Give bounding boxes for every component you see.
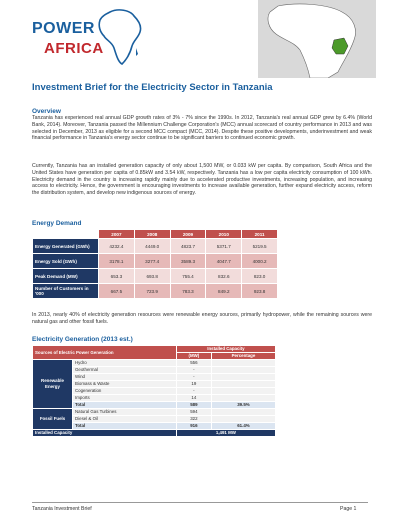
row-label: Number of Customers in '000 xyxy=(33,284,99,299)
row-label: Peak Demand (MW) xyxy=(33,269,99,284)
africa-map-icon xyxy=(96,8,144,66)
total-mw: 589 xyxy=(176,402,211,409)
source-mw: 322 xyxy=(176,416,211,423)
table-row xyxy=(33,269,278,284)
table-cell: 4000.2 xyxy=(242,254,278,269)
table-cell: 755.4 xyxy=(170,269,206,284)
renewable-note-paragraph: In 2013, nearly 40% of electricity generation resources were renewable energy sources, primarily hydropower, while the remaining sources were natural gas and other fossil fuels. xyxy=(32,312,372,325)
demand-year-2008: 2008 xyxy=(134,230,170,239)
table-cell: 783.3 xyxy=(170,284,206,299)
gen-mw-header: (MW) xyxy=(176,353,211,360)
logo-africa-text: AFRICA xyxy=(44,40,104,57)
total-pct: 39.5% xyxy=(211,402,275,409)
africa-locator-icon xyxy=(258,0,376,78)
fossil-category: Fossil Fuels xyxy=(33,409,73,430)
source-name: Natural Gas Turbines xyxy=(73,409,177,416)
table-cell: 5219.5 xyxy=(242,239,278,254)
source-mw: 14 xyxy=(176,395,211,402)
gen-installed-header: Installed Capacity xyxy=(176,346,275,353)
source-name: Biomass & Waste xyxy=(73,381,177,388)
overview-paragraph-2: Currently, Tanzania has an installed generation capacity of only about 1,500 MW, or 0.033 kW per capita. By comparison, South Africa and the United States have generation per capita of 0.85kW and 3.54 kW, respectively. Tanzania has a low per capita electricity consumption of 100 kWh. Electricity demand in the country is increasing rapidly mainly due to accelerated productive investments, increasing population, and increasing access to electricity. Hence, the government is encouraging investments to increase available generation, further expand electricity access, reform the distribution system, and develop new indigenous sources of energy. xyxy=(32,163,372,197)
tanzania-location-map xyxy=(258,0,376,78)
table-row xyxy=(33,409,276,416)
demand-header-blank xyxy=(33,230,99,239)
table-cell: 849.2 xyxy=(206,284,242,299)
table-cell: 3589.3 xyxy=(170,254,206,269)
footer-document-title: Tanzania Investment Brief xyxy=(32,506,92,512)
source-mw: 594 xyxy=(176,409,211,416)
table-cell: 5371.7 xyxy=(206,239,242,254)
table-row xyxy=(33,239,278,254)
overview-paragraph-1: Tanzania has experienced real annual GDP growth rates of 3% - 7% since the 1990s. In 2012, Tanzania's real annual GDP grew by 6.4% (World Bank, 2014). Moreover, Tanzania passed the Millennium Challenge Corporation's (MCC) annual scorecard of country performance in 2013 and was selected in December, 2013 as eligible for a second MCC compact (MCC, 2014). Despite these positive developments, underinvestment and weak financial performance in Tanzania's energy sector continue to be significant barriers to continued economic growth. xyxy=(32,115,372,142)
source-name: Imports xyxy=(73,395,177,402)
source-mw: 556 xyxy=(176,360,211,367)
footer-page-number: Page 1 xyxy=(340,506,357,512)
source-mw: 19 xyxy=(176,381,211,388)
total-label: Total xyxy=(73,423,177,430)
table-cell: 823.0 xyxy=(242,269,278,284)
installed-capacity-value: 1,491 MW xyxy=(176,430,275,437)
demand-year-2011: 2011 xyxy=(242,230,278,239)
total-label: Total xyxy=(73,402,177,409)
demand-year-2009: 2009 xyxy=(170,230,206,239)
footer-divider xyxy=(32,502,368,503)
table-cell: 4047.7 xyxy=(206,254,242,269)
table-cell: 4823.7 xyxy=(170,239,206,254)
source-mw: - xyxy=(176,367,211,374)
installed-capacity-row xyxy=(33,430,276,437)
source-name: Wind xyxy=(73,374,177,381)
energy-demand-table xyxy=(32,229,278,299)
source-pct xyxy=(211,381,275,388)
renewable-category: Renewable Energy xyxy=(33,360,73,409)
table-cell: 667.5 xyxy=(99,284,135,299)
table-cell: 923.8 xyxy=(242,284,278,299)
gen-source-header: Sources of Electric Power Generation xyxy=(33,346,177,360)
gen-header-row-1 xyxy=(33,346,276,353)
source-mw: - xyxy=(176,388,211,395)
generation-table xyxy=(32,345,276,437)
source-pct xyxy=(211,395,275,402)
source-name: Cogeneration xyxy=(73,388,177,395)
installed-capacity-label: Installed Capacity xyxy=(33,430,177,437)
table-cell: 3178.1 xyxy=(99,254,135,269)
source-pct xyxy=(211,367,275,374)
overview-heading: Overview xyxy=(32,108,61,115)
gen-pct-header: Percentage xyxy=(211,353,275,360)
total-pct: 61.4% xyxy=(211,423,275,430)
logo-power-text: POWER xyxy=(32,20,95,37)
table-row xyxy=(33,360,276,367)
row-label: Energy Generated (GWh) xyxy=(33,239,99,254)
table-row xyxy=(33,284,278,299)
source-name: Diesel & Oil xyxy=(73,416,177,423)
source-pct xyxy=(211,360,275,367)
source-name: Hydro xyxy=(73,360,177,367)
demand-year-2007: 2007 xyxy=(99,230,135,239)
page-title: Investment Brief for the Electricity Sector in Tanzania xyxy=(32,82,273,93)
table-cell: 723.9 xyxy=(134,284,170,299)
table-row xyxy=(33,254,278,269)
source-pct xyxy=(211,409,275,416)
source-mw: - xyxy=(176,374,211,381)
demand-year-2010: 2010 xyxy=(206,230,242,239)
total-mw: 916 xyxy=(176,423,211,430)
table-cell: 4449.0 xyxy=(134,239,170,254)
generation-heading: Electricity Generation (2013 est.) xyxy=(32,336,133,343)
source-pct xyxy=(211,416,275,423)
table-cell: 4232.4 xyxy=(99,239,135,254)
source-pct xyxy=(211,388,275,395)
power-africa-logo xyxy=(32,6,152,76)
table-cell: 3277.4 xyxy=(134,254,170,269)
table-cell: 832.6 xyxy=(206,269,242,284)
source-name: Geothermal xyxy=(73,367,177,374)
table-cell: 693.8 xyxy=(134,269,170,284)
demand-header-row xyxy=(33,230,278,239)
energy-demand-heading: Energy Demand xyxy=(32,220,82,227)
source-pct xyxy=(211,374,275,381)
table-cell: 653.3 xyxy=(99,269,135,284)
row-label: Energy Sold (GWh) xyxy=(33,254,99,269)
